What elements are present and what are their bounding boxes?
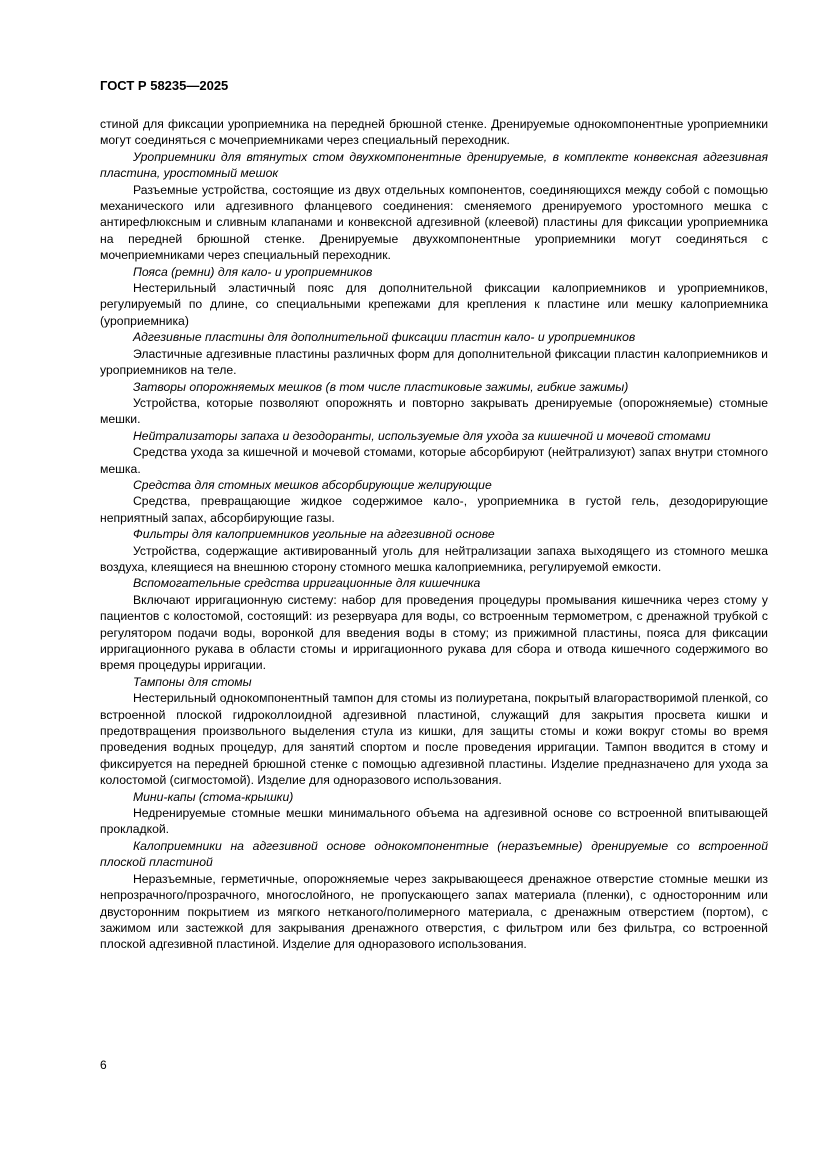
section-heading-colostomy-one-piece: Калоприемники на адгезивной основе однокомпонентные (неразъемные) дренируемые со встроенной плоской пластиной xyxy=(100,838,768,870)
section-heading-odor-neutralizers: Нейтрализаторы запаха и дезодоранты, используемые для ухода за кишечной и мочевой стомами xyxy=(133,428,711,443)
section-heading-stoma-plugs: Тампоны для стомы xyxy=(133,674,252,689)
document-body xyxy=(100,116,768,953)
section-heading-closures: Затворы опорожняемых мешков (в том числе пластиковые зажимы, гибкие зажимы) xyxy=(133,379,629,394)
paragraph: Эластичные адгезивные пластины различных форм для дополнительной фиксации пластин калоприемников и уроприемников на теле. xyxy=(100,346,768,378)
section-heading-adhesive-plates: Адгезивные пластины для дополнительной фиксации пластин кало- и уроприемников xyxy=(133,330,636,345)
paragraph: Устройства, содержащие активированный уголь для нейтрализации запаха выходящего из стомного мешка воздуха, клеящиеся на внешнюю сторону стомного мешка калоприемника, регулируемой емкости. xyxy=(100,543,768,574)
paragraph: Устройства, которые позволяют опорожнять и повторно закрывать дренируемые (опорожняемые) стомные мешки. xyxy=(100,395,768,427)
paragraph: Нестерильный эластичный пояс для дополнительной фиксации калоприемников и уроприемников, регулируемый по длине, со специальными крепежами для крепления к пластине или мешку калоприемника (уроприемника) xyxy=(100,281,768,328)
paragraph: Неразъемные, герметичные, опорожняемые через закрывающееся дренажное отверстие стомные мешки из непрозрачного/прозрачного, многослойного, не пропускающего запах материала (пленки), с односторонним или двусторонним покрытием из мягкого нетканого/полимерного материала, с дренажным отверстием (портом), с зажимом или застежкой для закрывания дренажного отверстия, с фильтром или без фильтра, со встроенной плоской адгезивной пластиной. Изделие для одноразового использования. xyxy=(100,871,768,952)
paragraph: Недренируемые стомные мешки минимального объема на адгезивной основе со встроенной впитывающей прокладкой. xyxy=(100,806,768,837)
section-heading-belts: Пояса (ремни) для кало- и уроприемников xyxy=(133,264,373,279)
section-heading-urostomy-two-piece: Уроприемники для втянутых стом двухкомпонентные дренируемые, в комплекте конвексная адгезивная пластина, уростомный мешок xyxy=(100,149,768,181)
section-heading-carbon-filters: Фильтры для калоприемников угольные на адгезивной основе xyxy=(133,527,495,542)
section-heading-mini-caps: Мини-капы (стома-крышки) xyxy=(133,789,294,804)
paragraph: Включают ирригационную систему: набор для проведения процедуры промывания кишечника через стому у пациентов с колостомой, состоящий: из резервуара для воды, со встроенным термометром, с дренажной трубкой с регулятором подачи воды, воронкой для введения воды в стому; из прижимной пластины, пояса для фиксации ирригационного рукава в области стомы и ирригационного рукава для сбора и отвода кишечного содержимого во время процедуры ирригации. xyxy=(100,592,768,673)
paragraph-continuation: стиной для фиксации уроприемника на передней брюшной стенке. Дренируемые однокомпонентные уроприемники могут соединяться с мочеприемниками через специальный переходник. xyxy=(100,117,768,148)
paragraph: Нестерильный однокомпонентный тампон для стомы из полиуретана, покрытый влагорастворимой пленкой, со встроенной плоской гидроколлоидной адгезивной пластиной, служащий для закрытия просвета кишки и предотвращения произвольного выделения стула из кишки, для защиты стомы и кожи вокруг стомы во время проведения водных процедур, для занятий спортом и после проведения ирригации. Тампон вводится в стому и фиксируется на передней брюшной стенке с помощью адгезивной пластины. Изделие предназначено для ухода за колостомой (сигмостомой). Изделие для одноразового использования. xyxy=(100,691,768,788)
page-number: 6 xyxy=(100,1058,107,1072)
paragraph: Средства, превращающие жидкое содержимое кало-, уроприемника в густой гель, дезодорирующие неприятный запах, абсорбирующие газы. xyxy=(100,494,768,525)
section-heading-irrigation: Вспомогательные средства ирригационные для кишечника xyxy=(133,576,481,591)
document-header: ГОСТ Р 58235—2025 xyxy=(100,78,229,93)
section-heading-gelling-agents: Средства для стомных мешков абсорбирующие желирующие xyxy=(133,477,492,492)
paragraph: Средства ухода за кишечной и мочевой стомами, которые абсорбируют (нейтрализуют) запах внутри стомного мешка. xyxy=(100,445,768,476)
paragraph: Разъемные устройства, состоящие из двух отдельных компонентов, соединяющихся между собой с помощью механического или адгезивного фланцевого соединения: сменяемого дренируемого уростомного мешка с антирефлюксным и сливным клапанами и конвексной адгезивной (клеевой) пластины для фиксации уроприемника на передней брюшной стенке. Дренируемые двухкомпонентные уроприемники могут соединяться с мочеприемниками через специальный переходник. xyxy=(100,182,768,263)
